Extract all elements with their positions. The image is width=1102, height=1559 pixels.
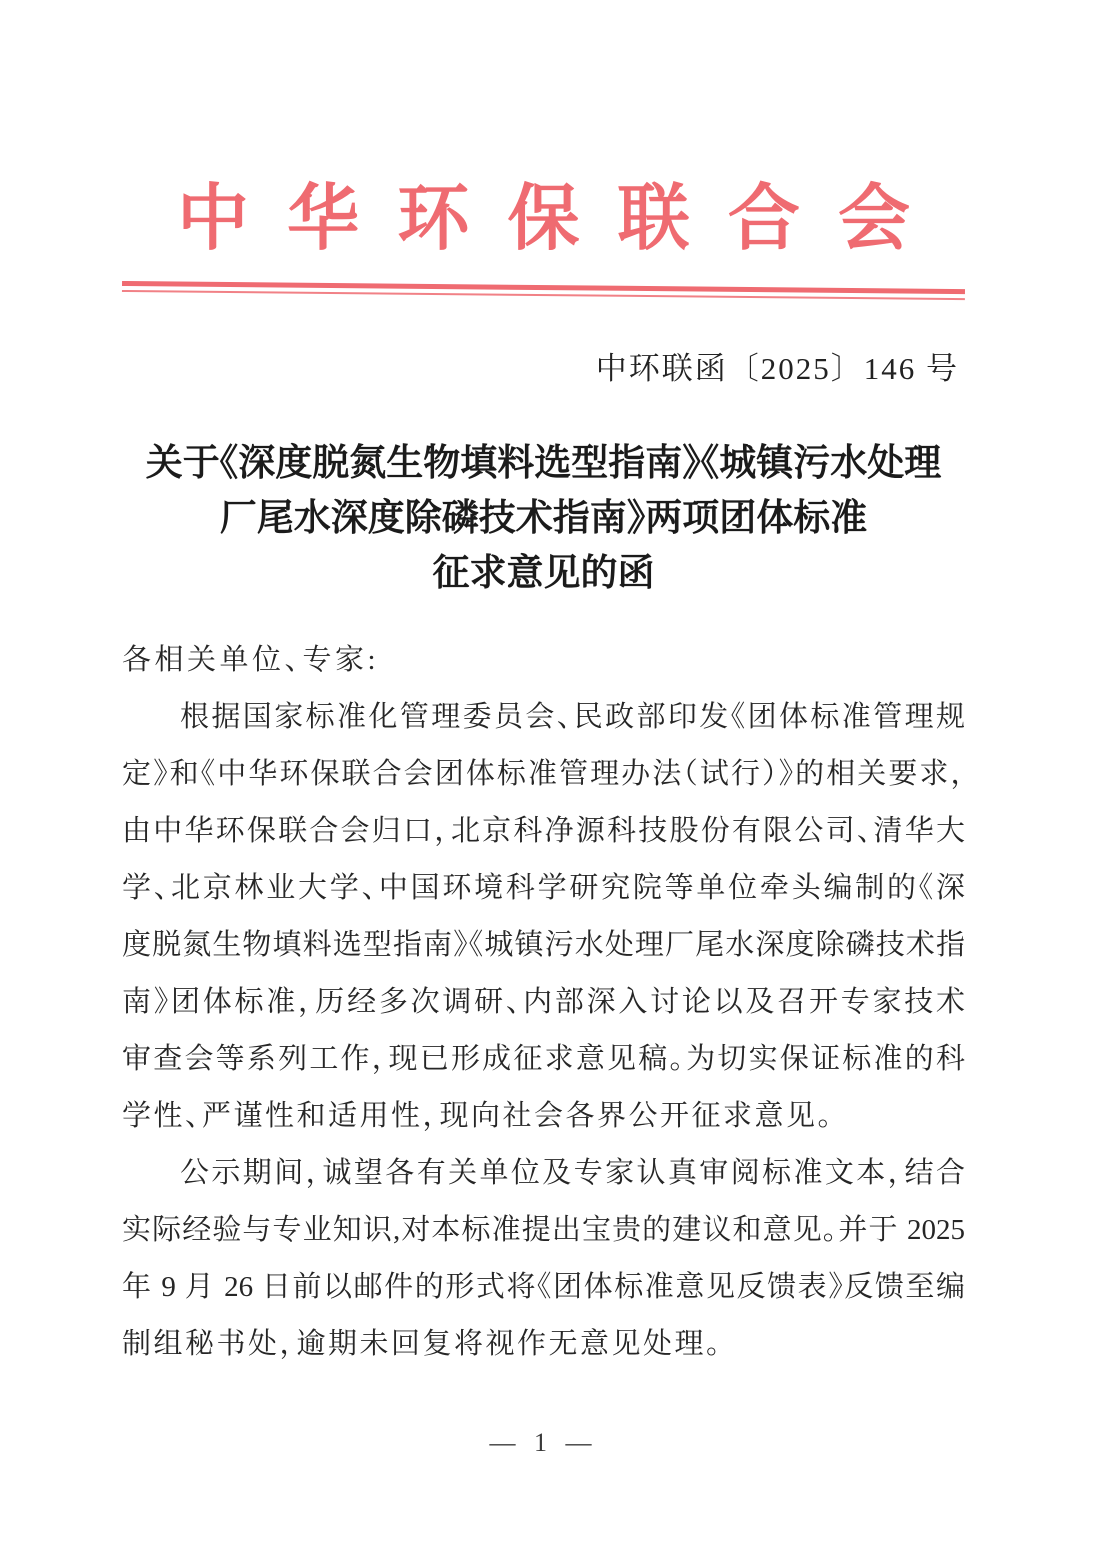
title-line: 厂尾水深度除磷技术指南》两项团体标准 — [219, 498, 868, 539]
doc-body — [122, 632, 965, 1373]
body-line: 年 9 月 26 日前以邮件的形式将《团体标准意见反馈表》反馈至编 — [122, 1271, 965, 1303]
letterhead-divider — [122, 281, 965, 300]
title-line: 征求意见的函 — [432, 553, 655, 594]
salutation: 各相关单位、专家: — [122, 644, 380, 676]
title-line: 关于《深度脱氮生物填料选型指南》《城镇污水处理 — [145, 443, 942, 484]
body-line: 根据国家标准化管理委员会、民政部印发《团体标准管理规 — [180, 701, 965, 733]
doc-title — [122, 436, 965, 601]
body-line: 学性、严谨性和适用性，现向社会各界公开征求意见。 — [122, 1100, 835, 1132]
letterhead-org-name: 中华环保联合会 — [177, 179, 949, 259]
paragraph — [122, 1145, 965, 1373]
body-line: 南》团体标准，历经多次调研、内部深入讨论以及召开专家技术 — [122, 986, 965, 1018]
body-line: 实际经验与专业知识,对本标准提出宝贵的建议和意见。并于 2025 — [122, 1214, 965, 1246]
doc-number: 中环联函〔2025〕146 号 — [595, 351, 959, 386]
body-line: 公示期间，诚望各有关单位及专家认真审阅标准文本，结合 — [180, 1157, 965, 1189]
body-line: 由中华环保联合会归口，北京科净源科技股份有限公司、清华大 — [122, 815, 965, 847]
body-line: 学、北京林业大学、中国环境科学研究院等单位牵头编制的《深 — [122, 872, 965, 904]
paragraph — [122, 689, 965, 1145]
body-line: 制组秘书处，逾期未回复将视作无意见处理。 — [122, 1328, 724, 1360]
page-number: — 1 — — [489, 1428, 598, 1457]
body-line: 审查会等系列工作，现已形成征求意见稿。为切实保证标准的科 — [122, 1043, 965, 1075]
body-line: 度脱氮生物填料选型指南》《城镇污水处理厂尾水深度除磷技术指 — [122, 929, 965, 961]
body-line: 定》和《中华环保联合会团体标准管理办法（试行）》的相关要求， — [122, 758, 965, 790]
